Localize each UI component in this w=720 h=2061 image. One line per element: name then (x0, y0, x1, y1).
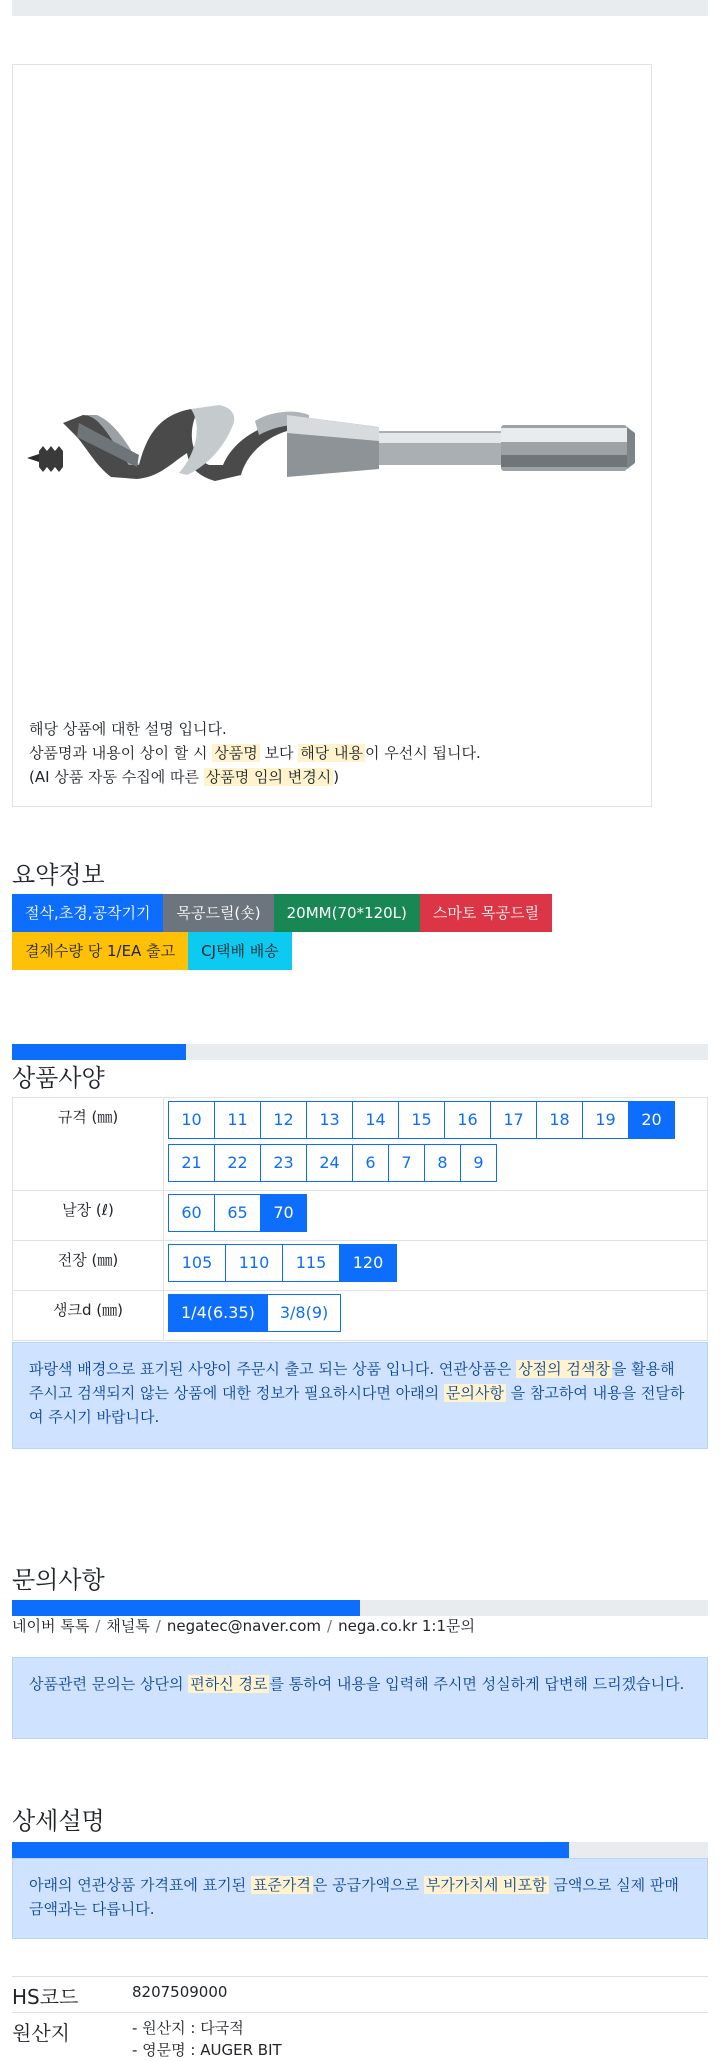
spec-option-button[interactable]: 65 (214, 1194, 261, 1232)
english-name-line: - 영문명 : AUGER BIT (132, 2041, 282, 2059)
info-row-hs (12, 1977, 708, 2013)
description-line-3 (29, 765, 481, 789)
spec-options (164, 1241, 708, 1291)
spec-label: 날장 (ℓ) (13, 1191, 164, 1241)
description-text: 이 우선시 됩니다. (364, 744, 481, 762)
origin-label: 원산지 (12, 2013, 132, 2061)
spec-table (12, 1097, 708, 1341)
notice-text: 아래의 연관상품 가격표에 표기된 (29, 1876, 251, 1894)
spec-option-button[interactable]: 10 (168, 1101, 215, 1139)
highlight-name-change: 상품명 임의 변경시 (205, 768, 332, 786)
summary-badge: 결제수량 당 1/EA 출고 (12, 932, 188, 970)
inquiry-progress-bar (12, 1600, 708, 1616)
notice-text: 상품관련 문의는 상단의 (29, 1675, 189, 1693)
summary-title: 요약정보 (12, 861, 105, 889)
spec-option-button[interactable]: 14 (352, 1101, 399, 1139)
spec-option-button[interactable]: 19 (582, 1101, 629, 1139)
spec-notice (12, 1342, 708, 1449)
summary-badge: 목공드릴(숏) (163, 894, 273, 932)
detail-notice (12, 1858, 708, 1939)
description-text: (AI 상품 자동 수집에 따른 (29, 768, 204, 786)
summary-badge: 스마토 목공드릴 (420, 894, 552, 932)
origin-value (132, 2013, 708, 2061)
spec-option-button[interactable]: 3/8(9) (267, 1294, 341, 1332)
notice-text: 은 공급가액으로 (312, 1876, 424, 1894)
spec-option-button[interactable]: 23 (260, 1144, 307, 1182)
highlight-standard-price: 표준가격 (252, 1876, 311, 1894)
origin-line: - 원산지 : 다국적 (132, 2019, 244, 2037)
contact-separator: / (327, 1617, 333, 1635)
spec-option-button[interactable]: 15 (398, 1101, 445, 1139)
spec-option-button[interactable]: 17 (490, 1101, 537, 1139)
highlight-product-name: 상품명 (214, 744, 258, 762)
highlight-preferred-route: 편하신 경로 (190, 1675, 268, 1693)
description-line-1: 해당 상품에 대한 설명 입니다. (29, 720, 227, 738)
description-text: ) (333, 768, 340, 786)
spec-title: 상품사양 (12, 1064, 105, 1092)
product-image-card (12, 64, 652, 807)
spec-option-button[interactable]: 24 (306, 1144, 353, 1182)
detail-progress-fill (12, 1842, 569, 1858)
top-progress-bar (12, 0, 708, 16)
spec-option-button[interactable]: 9 (460, 1144, 497, 1182)
contact-link[interactable]: nega.co.kr 1:1문의 (338, 1617, 475, 1635)
spec-option-button[interactable]: 120 (339, 1244, 397, 1282)
summary-badge: 절삭,초경,공작기기 (12, 894, 163, 932)
highlight-content: 해당 내용 (300, 744, 363, 762)
summary-badge: CJ택배 배송 (188, 932, 292, 970)
product-info-table (12, 1976, 708, 2061)
spec-option-button[interactable]: 6 (352, 1144, 389, 1182)
inquiry-progress-fill (12, 1600, 360, 1616)
hs-code-label: HS코드 (12, 1977, 132, 2013)
hs-code-value: 8207509000 (132, 1977, 708, 2013)
spec-row (13, 1291, 708, 1341)
detail-title: 상세설명 (12, 1807, 105, 1835)
notice-text: 을 참고하여 내용을 전달하여 주시기 바랍니다. (29, 1384, 685, 1426)
spec-progress-bar (12, 1044, 708, 1060)
contact-link[interactable]: negatec@naver.com (166, 1617, 322, 1635)
spec-options (164, 1098, 708, 1191)
notice-text: 파랑색 배경으로 표기된 사양이 주문시 출고 되는 상품 입니다. 연관상품은 (29, 1360, 517, 1378)
spec-option-button[interactable]: 1/4(6.35) (168, 1294, 268, 1332)
spec-option-button[interactable]: 12 (260, 1101, 307, 1139)
spec-option-button[interactable]: 21 (168, 1144, 215, 1182)
inquiry-title: 문의사항 (12, 1566, 105, 1594)
spec-option-button[interactable]: 22 (214, 1144, 261, 1182)
contact-separator: / (155, 1617, 161, 1635)
description-text: 상품명과 내용이 상이 할 시 (29, 744, 213, 762)
spec-option-button[interactable]: 115 (282, 1244, 340, 1282)
summary-badge: 20MM(70*120L) (274, 894, 420, 932)
spec-option-button[interactable]: 8 (424, 1144, 461, 1182)
spec-option-button[interactable]: 18 (536, 1101, 583, 1139)
spec-label: 전장 (㎜) (13, 1241, 164, 1291)
spec-option-button[interactable]: 70 (260, 1194, 307, 1232)
spec-row (13, 1191, 708, 1241)
spec-options (164, 1291, 708, 1341)
spec-option-button[interactable]: 7 (388, 1144, 425, 1182)
inquiry-notice (12, 1657, 708, 1739)
contact-link[interactable]: 네이버 톡톡 (12, 1617, 90, 1635)
highlight-vat-excluded: 부가가치세 비포함 (425, 1876, 547, 1894)
notice-text: 을 활용해 주시고 검색되지 않는 상품에 대한 정보가 필요하시다면 아래의 (29, 1360, 675, 1402)
notice-text: 를 통하여 내용을 입력해 주시면 성실하게 답변해 드리겠습니다. (269, 1675, 685, 1693)
description-line-2 (29, 741, 481, 765)
spec-label: 생크d (㎜) (13, 1291, 164, 1341)
spec-option-button[interactable]: 60 (168, 1194, 215, 1232)
spec-option-button[interactable]: 105 (168, 1244, 226, 1282)
auger-drill-bit-image (19, 315, 645, 515)
description-text: 보다 (259, 744, 299, 762)
contact-links (12, 1615, 475, 1636)
summary-badges (12, 894, 708, 970)
spec-row (13, 1098, 708, 1191)
contact-link[interactable]: 채널톡 (106, 1617, 150, 1635)
spec-row (13, 1241, 708, 1291)
highlight-inquiry: 문의사항 (445, 1384, 504, 1402)
spec-option-button[interactable]: 16 (444, 1101, 491, 1139)
highlight-search-box: 상점의 검색창 (518, 1360, 610, 1378)
spec-option-button[interactable]: 20 (628, 1101, 675, 1139)
notice-text: 금액으로 실제 판매금액과는 다릅니다. (29, 1876, 679, 1918)
spec-label: 규격 (㎜) (13, 1098, 164, 1191)
product-description (29, 717, 481, 789)
spec-option-button[interactable]: 110 (225, 1244, 283, 1282)
spec-options (164, 1191, 708, 1241)
detail-progress-bar (12, 1842, 708, 1858)
spec-option-button[interactable]: 11 (214, 1101, 261, 1139)
contact-separator: / (95, 1617, 101, 1635)
spec-option-button[interactable]: 13 (306, 1101, 353, 1139)
info-row-origin (12, 2013, 708, 2061)
